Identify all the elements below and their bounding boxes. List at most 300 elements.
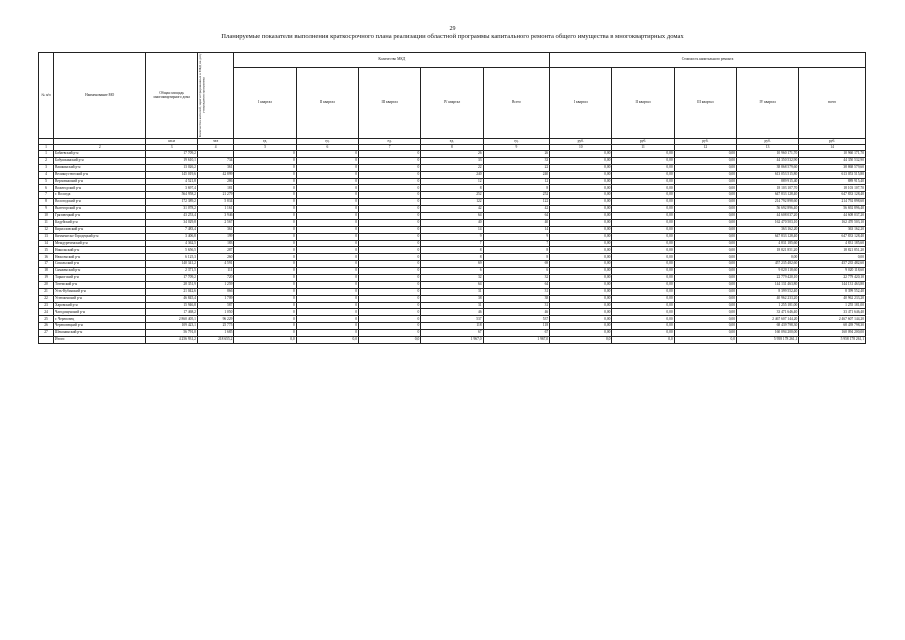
cell-c1: 0 <box>234 330 296 337</box>
table-row <box>39 281 866 288</box>
cell-area: 140 341,2 <box>146 261 198 268</box>
cell-area: 564 958,2 <box>146 192 198 199</box>
cell-r4: 40 962 233,20 <box>737 295 799 302</box>
cell-r4: 10 960 171,70 <box>737 151 799 158</box>
cell-ct: 240 <box>483 171 550 178</box>
table-row <box>39 213 866 220</box>
cell-r3: 0,00 <box>674 171 736 178</box>
cell-r4: 22 779 420,10 <box>737 275 799 282</box>
cell-r3: 0,00 <box>674 247 736 254</box>
header-cost-q1: I квартал <box>550 68 612 139</box>
cell-r4: 1 255 181,00 <box>737 302 799 309</box>
cell-area: 172 389,2 <box>146 199 198 206</box>
cell-n: 2 <box>39 157 54 164</box>
cell-r4: 9 020 118,60 <box>737 268 799 275</box>
col-number: 4 <box>197 145 234 151</box>
cell-c2: 0 <box>296 268 358 275</box>
cell-c4: 26 <box>421 151 483 158</box>
cell-c3: 0 <box>359 213 421 220</box>
cell-people: 286 <box>197 178 234 185</box>
cell-area: 17 709,2 <box>146 151 198 158</box>
cell-name: Никольский р-н <box>54 247 146 254</box>
cell-r2: 0,00 <box>612 151 674 158</box>
cell-c4: 14 <box>421 226 483 233</box>
header-group-count: Количество МКД <box>234 53 550 68</box>
cell-c4: 7 <box>421 240 483 247</box>
page-number: 29 <box>449 26 456 32</box>
cell-r4: 56 692 896,40 <box>737 206 799 213</box>
cell-name: Тарногский р-н <box>54 275 146 282</box>
cell-n: 25 <box>39 316 54 323</box>
cell-area: 21 042,6 <box>146 288 198 295</box>
cell-rt: 33 471 646,40 <box>799 309 866 316</box>
cell-c1: 0 <box>234 226 296 233</box>
cell-n: 24 <box>39 309 54 316</box>
cell-r4: 889 915,40 <box>737 178 799 185</box>
cell-c2: 0 <box>296 157 358 164</box>
cell-ct: 8 <box>483 185 550 192</box>
cell-c4: 64 <box>421 281 483 288</box>
cell-c4: 40 <box>421 219 483 226</box>
cell-n: 12 <box>39 226 54 233</box>
cell-r3: 0,00 <box>674 226 736 233</box>
cell-c4: 8 <box>421 247 483 254</box>
cell-area: 3 697,4 <box>146 185 198 192</box>
cell-c3: 0 <box>359 151 421 158</box>
cell-area: 28 351,9 <box>146 281 198 288</box>
cell-r1: 0,00 <box>550 178 612 185</box>
cell-r2: 0,00 <box>612 199 674 206</box>
header-cost-q3: III квартал <box>674 68 736 139</box>
table-row <box>39 178 866 185</box>
table-row <box>39 233 866 240</box>
cell-people: 111 <box>197 268 234 275</box>
cell-n: 7 <box>39 192 54 199</box>
cell-area: 34 029,8 <box>146 219 198 226</box>
cell-r1: 0,00 <box>550 164 612 171</box>
cell-c2: 0 <box>296 178 358 185</box>
cell-c2: 0 <box>296 151 358 158</box>
cell-ct: 69 <box>483 261 550 268</box>
cell-r2: 0,00 <box>612 219 674 226</box>
cell-people: 4 591 <box>197 261 234 268</box>
cell-name: Усть-Кубинский р-н <box>54 288 146 295</box>
col-number: 1 <box>39 145 54 151</box>
document-title: Планируемые показатели выполнения краткосрочного плана реализации областной программы капитального ремонта общего имущества в многоквартирных домах <box>221 33 684 40</box>
cell-c4: 67 <box>421 330 483 337</box>
cell-c4: 9 <box>421 233 483 240</box>
col-number: 12 <box>674 145 736 151</box>
cell-area: 7 483,4 <box>146 226 198 233</box>
cell-people: 199 <box>197 233 234 240</box>
cell-r4: 613 053 515,80 <box>737 171 799 178</box>
cell-rt: 144 131 463,80 <box>799 281 866 288</box>
cell-people: 287 <box>197 247 234 254</box>
cell-c3: 0 <box>359 157 421 164</box>
cell-c2: 0 <box>296 171 358 178</box>
table-row <box>39 316 866 323</box>
cell-r2: 0,00 <box>612 226 674 233</box>
table-row <box>39 302 866 309</box>
cell-ct: 7 <box>483 240 550 247</box>
cell-people <box>197 151 234 158</box>
cell-people: 1 685 <box>197 330 234 337</box>
cell-r2: 0,00 <box>612 302 674 309</box>
cell-c1: 0 <box>234 254 296 261</box>
cell-r3: 0,00 <box>674 254 736 261</box>
totals-c1: 0,0 <box>234 337 296 344</box>
cell-r2: 0,00 <box>612 316 674 323</box>
cell-c1: 0 <box>234 164 296 171</box>
cell-area: 17 468,2 <box>146 309 198 316</box>
cell-c4: 537 <box>421 316 483 323</box>
cell-n: 11 <box>39 219 54 226</box>
table-row <box>39 275 866 282</box>
cell-ct: 537 <box>483 316 550 323</box>
cell-rt: 0,00 <box>799 254 866 261</box>
cell-r1: 0,00 <box>550 240 612 247</box>
cell-area: 3 406,8 <box>146 233 198 240</box>
unit-cell: руб. <box>674 139 736 145</box>
cell-c3: 0 <box>359 302 421 309</box>
cell-rt: 160 094 200,00 <box>799 330 866 337</box>
totals-people: 218 655,2 <box>197 337 234 344</box>
cell-c3: 0 <box>359 254 421 261</box>
cell-r2: 0,00 <box>612 268 674 275</box>
cell-c1: 0 <box>234 233 296 240</box>
cell-n: 4 <box>39 171 54 178</box>
cell-r2: 0,00 <box>612 213 674 220</box>
cell-people: 21 279 <box>197 192 234 199</box>
cell-c1: 0 <box>234 288 296 295</box>
col-number: 9 <box>483 145 550 151</box>
cell-c1: 0 <box>234 247 296 254</box>
cell-ct: 38 <box>483 295 550 302</box>
cell-r1: 0,00 <box>550 281 612 288</box>
cell-name: Грязовецкий р-н <box>54 213 146 220</box>
cell-ct: 64 <box>483 281 550 288</box>
cell-people: 587 <box>197 302 234 309</box>
cell-c1: 0 <box>234 268 296 275</box>
cell-r1: 0,00 <box>550 309 612 316</box>
cell-c1: 0 <box>234 199 296 206</box>
cell-area: 2 371,5 <box>146 268 198 275</box>
header-cost-q4: IV квартал <box>737 68 799 139</box>
cell-c4: 32 <box>421 275 483 282</box>
cell-r4: 68 439 798,30 <box>737 323 799 330</box>
cell-c2: 0 <box>296 261 358 268</box>
unit-cell: руб. <box>612 139 674 145</box>
cell-ct: 122 <box>483 199 550 206</box>
cell-r4: 33 471 646,40 <box>737 309 799 316</box>
unit-cell: ед. <box>234 139 296 145</box>
cell-c4: 69 <box>421 261 483 268</box>
cell-n: 5 <box>39 178 54 185</box>
cell-c1: 0 <box>234 316 296 323</box>
cell-r2: 0,00 <box>612 206 674 213</box>
table-row <box>39 323 866 330</box>
cell-c1: 0 <box>234 323 296 330</box>
cell-r2: 0,00 <box>612 281 674 288</box>
cell-n: 14 <box>39 240 54 247</box>
table-row <box>39 219 866 226</box>
unit-cell: ед. <box>296 139 358 145</box>
cell-c2: 0 <box>296 192 358 199</box>
cell-r4: 214 792 898,60 <box>737 199 799 206</box>
cell-n: 19 <box>39 275 54 282</box>
cell-area: 145 019,6 <box>146 171 198 178</box>
table-row <box>39 240 866 247</box>
cell-area: 31 078,2 <box>146 206 198 213</box>
cell-name: Кадуйский р-н <box>54 219 146 226</box>
cell-c1: 0 <box>234 213 296 220</box>
col-number: 14 <box>799 145 866 151</box>
cell-rt: 18 821 851,20 <box>799 247 866 254</box>
cell-c4: 8 <box>421 185 483 192</box>
unit-cell: руб. <box>550 139 612 145</box>
cell-r1: 0,00 <box>550 199 612 206</box>
cell-area: 13 026,2 <box>146 164 198 171</box>
cell-people: 183 <box>197 240 234 247</box>
cell-rt: 363 162,20 <box>799 226 866 233</box>
header-area: Общая площадь многоквартирного дома <box>146 53 198 139</box>
cell-r2: 0,00 <box>612 240 674 247</box>
cell-c4: 42 <box>421 206 483 213</box>
cell-n: 13 <box>39 233 54 240</box>
cell-ct: 46 <box>483 309 550 316</box>
cell-r2: 0,00 <box>612 178 674 185</box>
cell-name: Сямженский р-н <box>54 268 146 275</box>
cell-r3: 0,00 <box>674 330 736 337</box>
cell-c2: 0 <box>296 240 358 247</box>
cell-name: Чагодощенский р-н <box>54 309 146 316</box>
cell-c2: 0 <box>296 281 358 288</box>
cell-r4: 647 833 128,40 <box>737 192 799 199</box>
unit-cell: кв.м <box>146 139 198 145</box>
cell-rt: 613 053 515,80 <box>799 171 866 178</box>
totals-row <box>39 337 866 344</box>
col-number: 7 <box>359 145 421 151</box>
cell-c3: 0 <box>359 316 421 323</box>
table-row <box>39 192 866 199</box>
cell-r1: 0,00 <box>550 316 612 323</box>
cell-people: 1 050 <box>197 309 234 316</box>
cell-c1: 0 <box>234 275 296 282</box>
totals-rt: 5 958 178 261,1 <box>799 337 866 344</box>
cell-c3: 0 <box>359 226 421 233</box>
cell-n: 18 <box>39 268 54 275</box>
cell-c2: 0 <box>296 302 358 309</box>
cell-c1: 0 <box>234 178 296 185</box>
cell-area: 109 423,1 <box>146 323 198 330</box>
cell-c3: 0 <box>359 330 421 337</box>
cell-r4: 647 833 128,40 <box>737 233 799 240</box>
cell-people: 1 259 <box>197 281 234 288</box>
cell-c1: 0 <box>234 261 296 268</box>
cell-r3: 0,00 <box>674 323 736 330</box>
cell-c2: 0 <box>296 275 358 282</box>
table-row <box>39 247 866 254</box>
cell-r4: 2 467 607 144,20 <box>737 316 799 323</box>
cell-r1: 0,00 <box>550 219 612 226</box>
cell-r1: 0,00 <box>550 226 612 233</box>
table-row <box>39 206 866 213</box>
col-number: 13 <box>737 145 799 151</box>
table-row <box>39 164 866 171</box>
cell-c4: 252 <box>421 192 483 199</box>
cell-c4: 38 <box>421 295 483 302</box>
totals-r4: 5 958 178 261,1 <box>737 337 799 344</box>
header-count-total: Всего <box>483 68 550 139</box>
col-number: 11 <box>612 145 674 151</box>
cell-rt: 647 833 128,40 <box>799 233 866 240</box>
header-count-q1: I квартал <box>234 68 296 139</box>
cell-c3: 0 <box>359 309 421 316</box>
totals-r2: 0,0 <box>612 337 674 344</box>
cell-c2: 0 <box>296 233 358 240</box>
cell-ct: 8 <box>483 254 550 261</box>
cell-r3: 0,00 <box>674 309 736 316</box>
table-row <box>39 268 866 275</box>
cell-r3: 0,00 <box>674 281 736 288</box>
cell-c3: 0 <box>359 288 421 295</box>
col-number: 3 <box>146 145 198 151</box>
cell-c2: 0 <box>296 185 358 192</box>
cell-r4: 4 831 185,60 <box>737 240 799 247</box>
cell-r2: 0,00 <box>612 275 674 282</box>
cell-rt: 162 470 503,10 <box>799 219 866 226</box>
cell-c2: 0 <box>296 295 358 302</box>
unit-cell: чел <box>197 139 234 145</box>
cell-r1: 0,00 <box>550 302 612 309</box>
cell-r1: 0,00 <box>550 192 612 199</box>
cell-r3: 0,00 <box>674 213 736 220</box>
cell-c2: 0 <box>296 213 358 220</box>
table-row <box>39 261 866 268</box>
cell-name: Вожегодский р-н <box>54 185 146 192</box>
cell-area: 4 362,5 <box>146 240 198 247</box>
cell-r2: 0,00 <box>612 254 674 261</box>
cell-n: 26 <box>39 323 54 330</box>
cell-name: Нюксенский р-н <box>54 254 146 261</box>
totals-c3: 0,0 <box>359 337 421 344</box>
cell-r3: 0,00 <box>674 206 736 213</box>
cell-r1: 0,00 <box>550 171 612 178</box>
cell-r4: 38 868 579,60 <box>737 164 799 171</box>
cell-c2: 0 <box>296 206 358 213</box>
cell-rt: 22 779 420,10 <box>799 275 866 282</box>
cell-c3: 0 <box>359 261 421 268</box>
cell-ct: 22 <box>483 164 550 171</box>
cell-people: 3 946 <box>197 213 234 220</box>
cell-r3: 0,00 <box>674 288 736 295</box>
cell-name: Шекснинский р-н <box>54 330 146 337</box>
cell-rt: 4 831 185,60 <box>799 240 866 247</box>
cell-r1: 0,00 <box>550 254 612 261</box>
cell-ct: 31 <box>483 288 550 295</box>
cell-c3: 0 <box>359 268 421 275</box>
cell-c1: 0 <box>234 151 296 158</box>
cell-r3: 0,00 <box>674 295 736 302</box>
cell-r3: 0,00 <box>674 192 736 199</box>
cell-n: 9 <box>39 206 54 213</box>
cell-c3: 0 <box>359 240 421 247</box>
cell-r3: 0,00 <box>674 157 736 164</box>
header-name: Наименование МО <box>54 53 146 139</box>
cell-n: 20 <box>39 281 54 288</box>
cell-c4: 46 <box>421 309 483 316</box>
cell-r4: 44 350 532,90 <box>737 157 799 164</box>
cell-r4: 18 821 851,20 <box>737 247 799 254</box>
cell-ct: 32 <box>483 275 550 282</box>
cell-people: 96 229 <box>197 316 234 323</box>
cell-area: 15 946,8 <box>146 302 198 309</box>
unit-cell: руб. <box>799 139 866 145</box>
totals-r3: 0,0 <box>674 337 736 344</box>
cell-c2: 0 <box>296 247 358 254</box>
cell-people: 1 709 <box>197 295 234 302</box>
cell-name: г. Череповец <box>54 316 146 323</box>
cell-r2: 0,00 <box>612 247 674 254</box>
cell-r2: 0,00 <box>612 261 674 268</box>
cell-name: Бабаевский р-н <box>54 151 146 158</box>
cell-people: 2 567 <box>197 219 234 226</box>
totals-ct: 1 967,0 <box>483 337 550 344</box>
cell-name: Великоустюгский р-н <box>54 171 146 178</box>
cell-r4: 162 470 503,10 <box>737 219 799 226</box>
cell-r3: 0,00 <box>674 233 736 240</box>
cell-name: Вологодский р-н <box>54 199 146 206</box>
cell-r1: 0,00 <box>550 295 612 302</box>
cell-rt: 38 868 579,60 <box>799 164 866 171</box>
cell-people: 720 <box>197 275 234 282</box>
unit-cell: ед. <box>483 139 550 145</box>
totals-area: 4 256 931,2 <box>146 337 198 344</box>
cell-ct: 42 <box>483 206 550 213</box>
cell-r3: 0,00 <box>674 151 736 158</box>
table-row <box>39 226 866 233</box>
cell-n: 16 <box>39 254 54 261</box>
cell-r1: 0,00 <box>550 206 612 213</box>
cell-c3: 0 <box>359 171 421 178</box>
cell-name: Верховажский р-н <box>54 178 146 185</box>
cell-c4: 118 <box>421 323 483 330</box>
cell-ct: 33 <box>483 157 550 164</box>
cell-rt: 8 399 552,40 <box>799 288 866 295</box>
cell-n: 1 <box>39 151 54 158</box>
cell-c2: 0 <box>296 323 358 330</box>
table-row <box>39 199 866 206</box>
cell-c2: 0 <box>296 219 358 226</box>
header-cost-q2: II квартал <box>612 68 674 139</box>
cell-r3: 0,00 <box>674 199 736 206</box>
cell-r4: 18 103 107,70 <box>737 185 799 192</box>
cell-r1: 0,00 <box>550 157 612 164</box>
cell-ct: 8 <box>483 247 550 254</box>
cell-ct: 40 <box>483 219 550 226</box>
cell-c4: 240 <box>421 171 483 178</box>
cell-rt: 647 833 128,40 <box>799 192 866 199</box>
header-count-q4: IV квартал <box>421 68 483 139</box>
cell-c3: 0 <box>359 295 421 302</box>
cell-r3: 0,00 <box>674 275 736 282</box>
cell-name: Вашкинский р-н <box>54 164 146 171</box>
cell-c3: 0 <box>359 323 421 330</box>
cell-r2: 0,00 <box>612 330 674 337</box>
cell-rt: 56 692 896,40 <box>799 206 866 213</box>
cell-c1: 0 <box>234 171 296 178</box>
cell-r1: 0,00 <box>550 261 612 268</box>
